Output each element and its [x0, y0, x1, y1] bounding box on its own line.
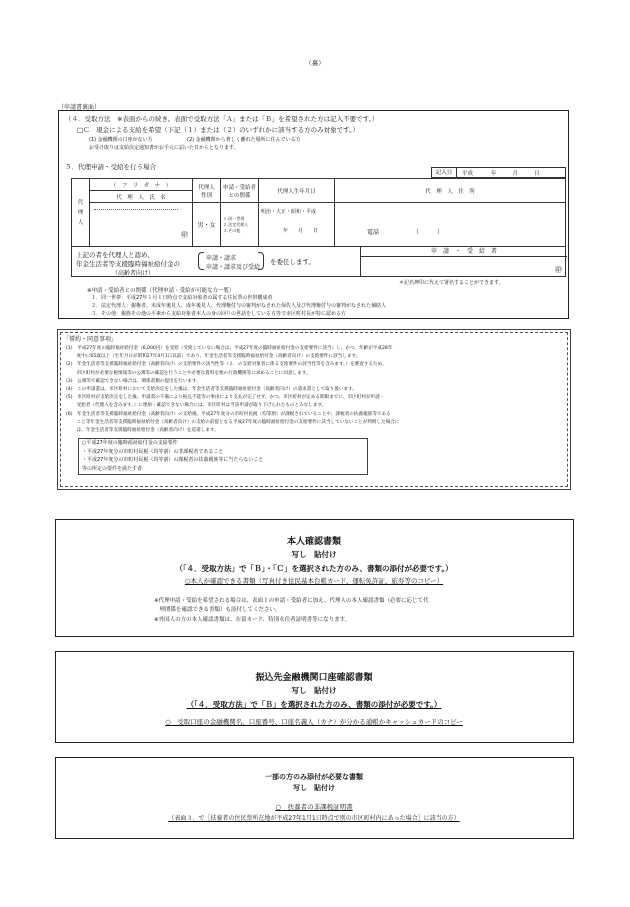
- delegate-end: を委任します。: [270, 258, 315, 266]
- condition-1: (1) 金融機関の口座がない方: [89, 137, 153, 143]
- id-doc-note-3: ※外国人の方の本人確認書類は、在留カード、特別永住者証明書等になります。: [154, 617, 351, 623]
- section5-heading: ５．代理申請・受給を行う場合: [65, 163, 156, 171]
- delegation-area: [71, 247, 566, 277]
- delegate-option-1[interactable]: 申請・請求: [206, 255, 237, 262]
- consent-line: 度中に65歳以上（生年月日が昭和27年4月1日以前）であり、年金生活者等支援臨時福祉給付金（高齢者向け）の支給要件に該当します。: [66, 354, 361, 360]
- delegate-line2: 年金生活者等支援臨時福祉給付金の: [76, 260, 180, 268]
- agent-table: [71, 178, 566, 247]
- birth-units: 年 月 日: [283, 228, 319, 235]
- delegate-line3: （高齢者向け）: [112, 270, 155, 277]
- partial-doc-condition: （表面３．で［扶養者の住民票所在地が平成27年1月1日時点で別の市区町村内にあった場合］に該当の方）: [168, 815, 460, 822]
- partial-doc-title: 一部の方のみ添付が必要な書類: [265, 773, 363, 781]
- requirements-box: [78, 438, 368, 475]
- applicant-label: 申 請 ・ 受 給 者: [361, 247, 567, 257]
- applicant-signature[interactable]: [360, 247, 567, 277]
- id-doc-requirement: （「４．受取方法」で「Ｂ」・「Ｃ」を選択された方のみ、書類の添付が必要です。）: [175, 564, 453, 573]
- consent-line: (6) 年金生活者等支援臨時福祉給付金（高齢者向け）の支給後、平成27年度分の市町村民税（均等割）が課税されていることや、課税者の扶養親族等である: [66, 411, 391, 417]
- col-address: 代 理 人 住 所: [335, 179, 566, 203]
- consent-line: こと等年金生活者等支援臨時福祉給付金（高齢者向け）の支給の前提となる平成27年度の臨時福祉給付金の支給要件に該当していないことが判明した場合に: [66, 419, 400, 425]
- partial-doc-sub: 写し 貼付け: [293, 784, 335, 792]
- col-name-kana: （ フ リ ガ ナ ）: [90, 179, 193, 191]
- col-name: 代 理 人 氏 名: [90, 191, 193, 203]
- consent-line: (2) 年金生活者等支援臨時福祉給付金（高齢者向け）の支給要件の該当性等（２．の支給対象者に係る支給要件の該当性等を含みます。）を審査するため、: [66, 362, 387, 368]
- agent-sex-field[interactable]: 男・女: [193, 203, 221, 247]
- consent-line: (5) 市区町村が支給決定をした後、申請書の不備により振込不能等の事由により支払が完了せず、かつ、市区町村が定める期限までに、市区町村が申請・: [66, 395, 385, 401]
- relation-list-title: ※申請・受給者との関係（代理申請・受給が可能な方一覧）: [87, 288, 235, 294]
- id-document-box[interactable]: [55, 519, 574, 637]
- id-doc-sub: 写し 貼付け: [291, 550, 337, 559]
- id-doc-example: ○本人が確認できる書類（写真付き住民基本台帳カード、運転免許証、旅券等のコピー）: [184, 577, 444, 585]
- entry-date-label: 記入日: [432, 168, 457, 177]
- consent-line: (1) 平成27年度の臨時福祉給付金（6,000円）を受給（受給していない場合は、平成27年度の臨時福祉給付金の支給要件に該当）し、かつ、年齢が平成28年: [66, 346, 393, 351]
- agent-relation-field[interactable]: １.同一世帯 ２.法定代理人 ３.その他: [221, 203, 259, 247]
- condition-2: (2) 金融機関から著しく離れた場所に住んでいる方: [187, 137, 301, 143]
- partial-doc-item: ○ 扶養者の非課税証明書: [275, 803, 353, 811]
- entry-date-box[interactable]: [431, 167, 566, 178]
- bank-document-box[interactable]: [55, 651, 574, 743]
- application-back-form: [58, 110, 569, 319]
- bank-doc-requirement: （「４．受取方法」で「Ｂ」を選択された方のみ、書類の添付が必要です。）: [186, 700, 442, 709]
- consent-line: は、年金生活者等支援臨時福祉給付金（高齢者向け）を返還します。: [66, 428, 219, 434]
- agent-row-label: 代 理 人: [72, 179, 90, 247]
- req-title: ○平成27年度の臨時福祉給付金の支給要件: [82, 440, 178, 446]
- relation-3: ３．その他：親族その他の平素から支給対象者本人の身の回りの世話をしている方等で市区町村長が特に認める方: [91, 311, 347, 317]
- bank-doc-title: 振込先金融機関口座確認書類: [255, 673, 373, 683]
- req-3: 等の所定の要件を満たす者: [82, 465, 143, 472]
- req-1: ・平成27年度分の市町村民税（均等割）の非課税者であること: [82, 448, 224, 455]
- col-relation: 申請・受給者 との関係: [221, 179, 259, 203]
- req-2: ・平成27年度分の市町村民税（均等割）の課税者の扶養親族等に当たらないこと: [82, 457, 264, 463]
- page-side-label: （裏）: [305, 59, 325, 67]
- agent-birth-field[interactable]: [259, 203, 335, 247]
- date-year: 年: [491, 170, 497, 177]
- id-doc-note-2: 理関係を確認できる書類）も添付してください。: [154, 607, 281, 613]
- consent-line: (4) この申請書は、市区町村において支給決定をした後は、年金生活者等支援臨時福祉給付金（高齢者向け）の請求書として取り扱います。: [66, 387, 357, 393]
- receive-note: お受け取りは支給決定通知書がお手元に届いた日からとなります。: [89, 145, 239, 151]
- form-label: （申請書裏面）: [58, 104, 101, 111]
- relation-2: ２．法定代理人：親権者、未成年後見人、成年後見人、代理権付与の審判がなされた保佐人及び代理権付与の審判がなされた補助人: [91, 303, 387, 309]
- date-month: 月: [512, 170, 519, 177]
- col-sex: 代理人 性別: [193, 179, 221, 203]
- section4-heading: （４．受取方法 ※表面からの続き。表面で受取方法「Ａ」または「Ｂ」を希望された方は記入不要です。）: [65, 115, 379, 123]
- consent-box: [57, 329, 571, 490]
- sign-note: ＊記名押印に代えて署名することができます。: [399, 280, 504, 286]
- agent-address-field[interactable]: [335, 203, 566, 247]
- delegate-option-2[interactable]: 申請・請求及び受給: [206, 264, 261, 271]
- date-era: 平成: [462, 170, 474, 177]
- col-birth: 代理人生年月日: [259, 179, 335, 203]
- partial-document-box[interactable]: [55, 757, 574, 839]
- consent-line: 市区町村が必要な税情報等の公簿等の確認を行うことや必要な資料を他の行政機関等に求めることに同意します。: [66, 370, 311, 376]
- relation-1: １．同一世帯：平成27年１月１日時点で支給対象者の属する住民票の世帯構成者: [91, 295, 273, 301]
- consent-line: 受給者（代理人を含みます。）に連絡・確認できない場合には、市区町村は当該申請が取り下げられたものとみなします。: [66, 403, 327, 409]
- birth-eras: 明治・大正・昭和・平成: [261, 209, 317, 216]
- id-doc-title: 本人確認書類: [286, 537, 341, 547]
- phone-paren: （ ）: [413, 229, 444, 237]
- agent-name-field[interactable]: [90, 203, 193, 247]
- phone-label: 電話: [367, 229, 380, 237]
- bank-doc-example: ○ 受取口座の金融機関名、口座番号、口座名義人（カナ）が分かる通帳かキャッシュカードのコピー: [165, 718, 463, 726]
- date-day: 日: [534, 170, 540, 177]
- consent-line: (3) 公簿等で確認できない場合は、関係書類の提出を行います。: [66, 378, 201, 384]
- bank-doc-sub: 写し 貼付け: [291, 686, 337, 695]
- id-doc-note-1: ※代理申請・受給を希望される場合は、表面１の申請・受給者に加え、代理人の本人確認書類（必要に応じて代: [154, 598, 429, 604]
- seal-mark: ㊞: [181, 231, 188, 239]
- delegate-line1: 上記の者を代理人と認め、: [76, 251, 154, 259]
- applicant-seal: ㊞: [555, 266, 562, 274]
- option-c-checkbox[interactable]: □Ｃ 現金による支給を希望（下記（１）または（２）のいずれかに該当する方のみ対象です。）: [77, 126, 359, 134]
- consent-items: [66, 345, 566, 435]
- consent-title: 「誓約・同意事項」: [63, 336, 118, 343]
